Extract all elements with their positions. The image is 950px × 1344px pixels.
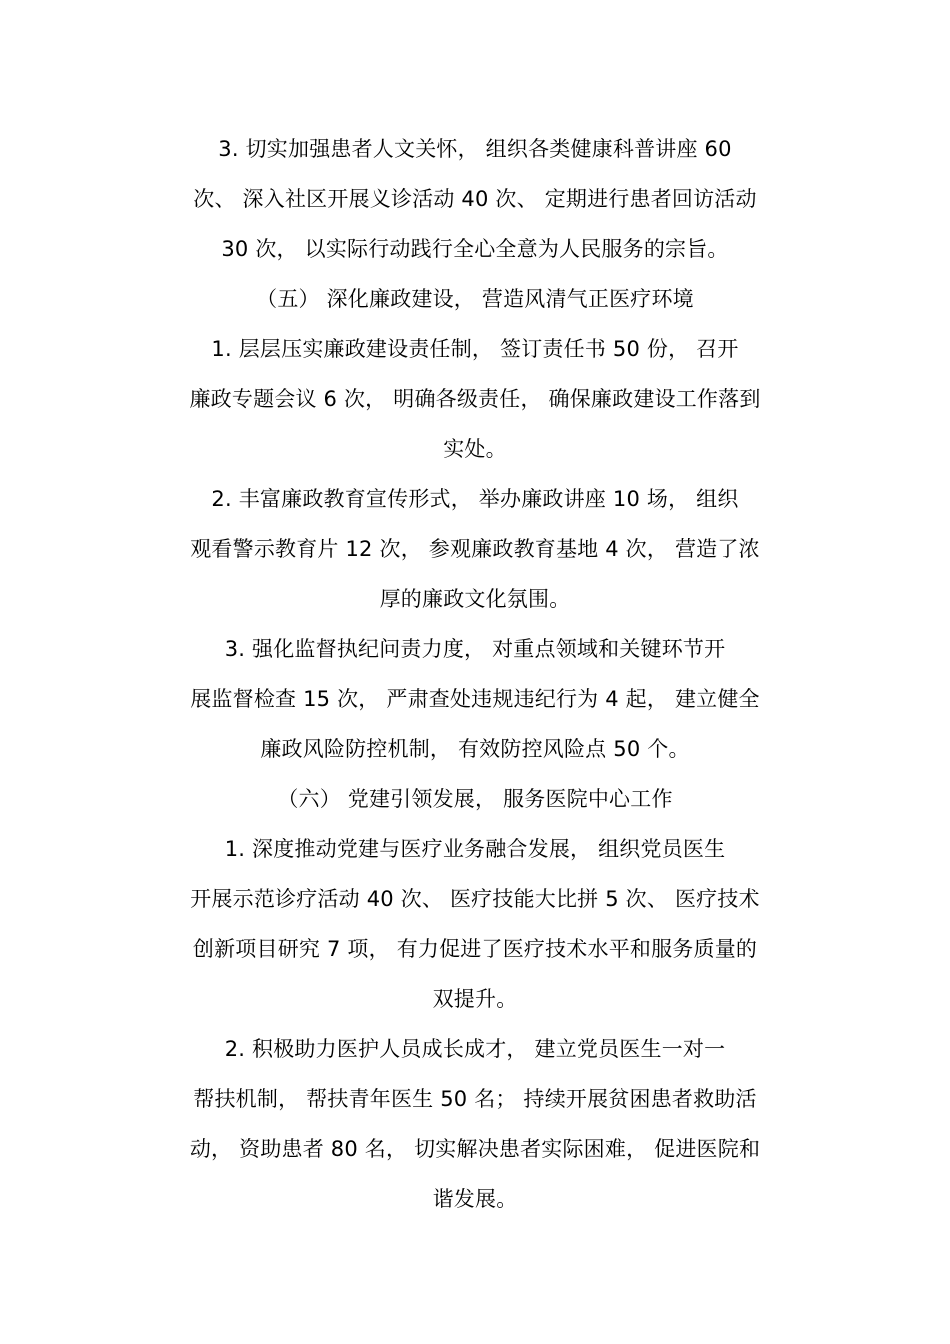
text-line: 2. 积极助力医护人员成长成才， 建立党员医生一对一	[224, 1037, 726, 1061]
text-line: 次、 深入社区开展义诊活动 40 次、 定期进行患者回访活动	[193, 187, 757, 211]
text-line: 3. 强化监督执纪问责力度， 对重点领域和关键环节开	[224, 637, 726, 661]
text-line: 开展示范诊疗活动 40 次、 医疗技能大比拼 5 次、 医疗技术	[190, 887, 760, 911]
section-heading-6: （六） 党建引领发展， 服务医院中心工作	[277, 787, 673, 811]
text-line: 厚的廉政文化氛围。	[379, 587, 571, 611]
text-line: 帮扶机制， 帮扶青年医生 50 名； 持续开展贫困患者救助活	[193, 1087, 757, 1111]
text-line: 1. 深度推动党建与医疗业务融合发展， 组织党员医生	[224, 837, 726, 861]
text-line: 2. 丰富廉政教育宣传形式， 举办廉政讲座 10 场， 组织	[211, 487, 739, 511]
text-line: 廉政专题会议 6 次， 明确各级责任， 确保廉政建设工作落到	[189, 387, 761, 411]
text-line: 30 次， 以实际行动践行全心全意为人民服务的宗旨。	[221, 237, 729, 261]
text-line: 3. 切实加强患者人文关怀， 组织各类健康科普讲座 60	[218, 137, 732, 161]
text-line: 双提升。	[432, 987, 518, 1011]
document-page	[0, 124, 950, 1224]
text-line: 观看警示教育片 12 次， 参观廉政教育基地 4 次， 营造了浓	[190, 537, 760, 561]
text-line: 谐发展。	[432, 1187, 518, 1211]
text-line: 实处。	[443, 437, 507, 461]
text-line: 展监督检查 15 次， 严肃查处违规违纪行为 4 起， 建立健全	[190, 687, 760, 711]
text-line: 廉政风险防控机制， 有效防控风险点 50 个。	[260, 737, 690, 761]
text-line: 动， 资助患者 80 名， 切实解决患者实际困难， 促进医院和	[189, 1137, 761, 1161]
text-line: 1. 层层压实廉政建设责任制， 签订责任书 50 份， 召开	[211, 337, 739, 361]
text-line: 创新项目研究 7 项， 有力促进了医疗技术水平和服务质量的	[192, 937, 758, 961]
section-heading-5: （五） 深化廉政建设， 营造风清气正医疗环境	[256, 287, 694, 311]
